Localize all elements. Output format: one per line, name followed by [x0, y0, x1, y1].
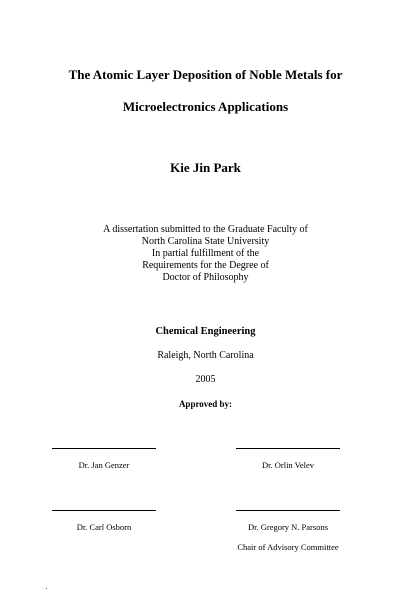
title-line-2: Microelectronics Applications	[122, 99, 289, 114]
signature-line-left-bottom	[52, 510, 156, 511]
statement-line: North Carolina State University	[141, 236, 270, 247]
approved-by-label: Approved by:	[178, 399, 233, 409]
signer-name-left-bottom: Dr. Carl Osborn	[76, 522, 132, 532]
statement-line: Requirements for the Degree of	[142, 260, 269, 271]
statement-line: Doctor of Philosophy	[162, 272, 249, 283]
page-mark	[46, 588, 47, 589]
statement-line: In partial fulfillment of the	[151, 248, 260, 259]
title-line-1: The Atomic Layer Deposition of Noble Metals for	[68, 67, 343, 82]
author-name: Kie Jin Park	[170, 160, 241, 175]
signer-name-left-top: Dr. Jan Genzer	[78, 460, 130, 470]
signature-line-right-top	[236, 448, 340, 449]
signer-name-right-top: Dr. Orlin Velev	[261, 460, 315, 470]
signature-line-right-bottom	[236, 510, 340, 511]
committee-chair-role: Chair of Advisory Committee	[237, 542, 339, 552]
statement-line: A dissertation submitted to the Graduate Faculty of	[103, 224, 308, 235]
signature-line-left-top	[52, 448, 156, 449]
year: 2005	[195, 374, 216, 385]
location: Raleigh, North Carolina	[157, 350, 254, 361]
signer-name-right-bottom: Dr. Gregory N. Parsons	[247, 522, 329, 532]
department: Chemical Engineering	[155, 326, 256, 337]
